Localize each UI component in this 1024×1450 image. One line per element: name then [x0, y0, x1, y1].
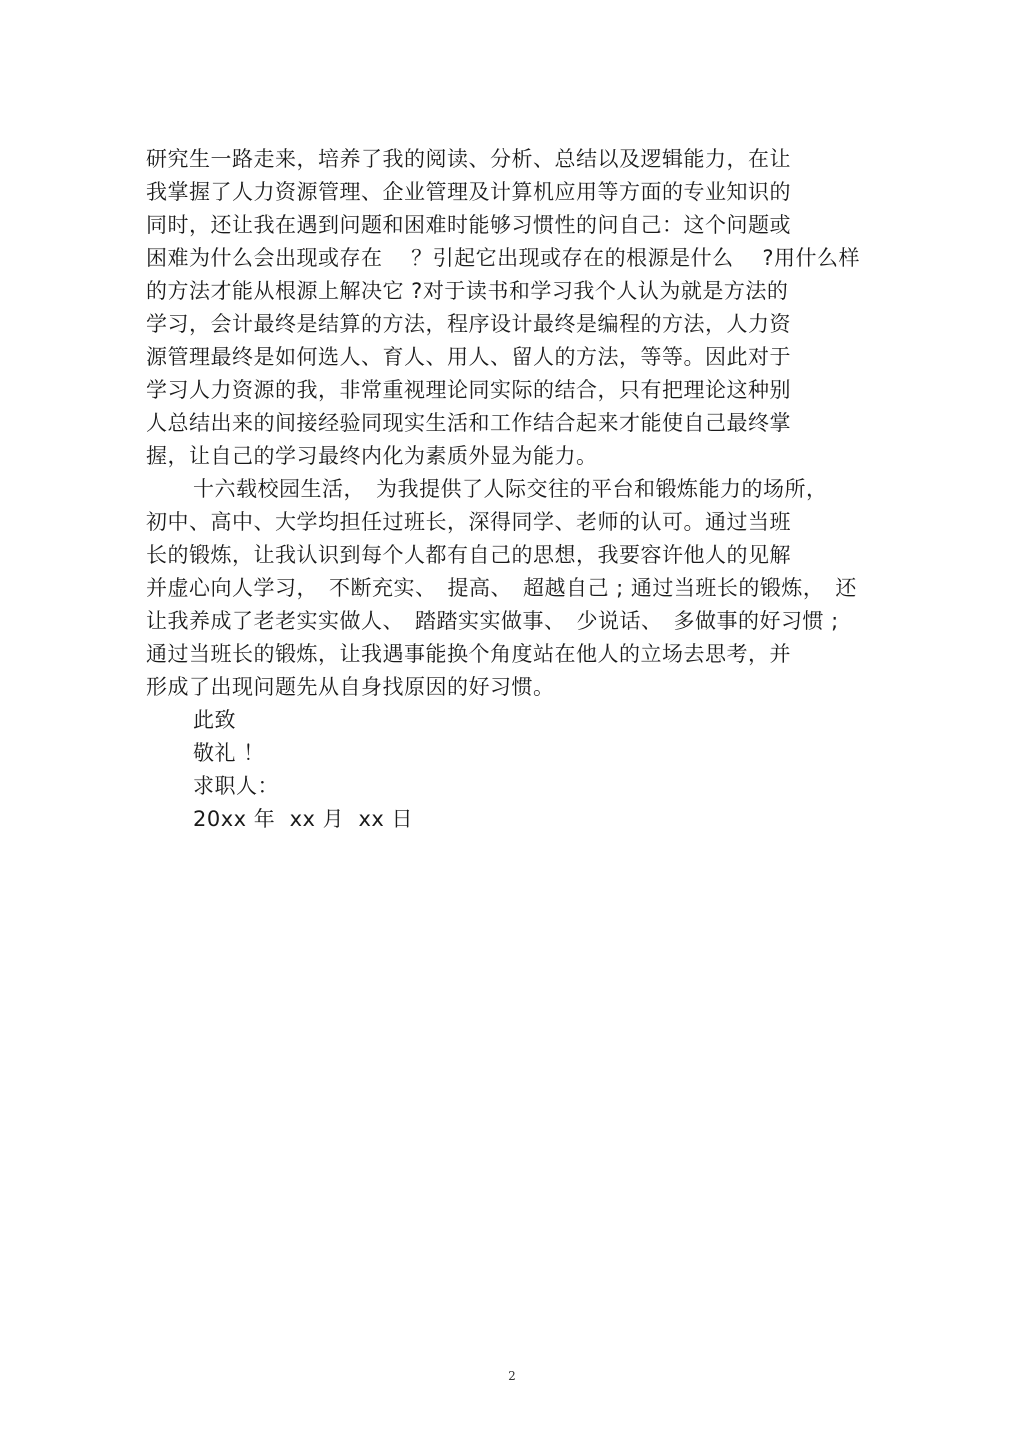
text-line: 人总结出来的间接经验同现实生活和工作结合起来才能使自己最终掌	[146, 411, 791, 435]
applicant-label: 求职人：	[193, 774, 279, 798]
text-line: 十六载校园生活， 为我提供了人际交往的平台和锻炼能力的场所，	[193, 477, 828, 501]
regards: 敬礼 ！	[193, 741, 265, 765]
text-line: 形成了出现问题先从自身找原因的好习惯。	[146, 675, 555, 699]
text-line: 学习，会计最终是结算的方法，程序设计最终是编程的方法，人力资	[146, 312, 791, 336]
date: 20xx 年 xx 月 xx 日	[193, 807, 414, 831]
text-line: 研究生一路走来，培养了我的阅读、分析、总结以及逻辑能力，在让	[146, 147, 791, 171]
text-line: 并虚心向人学习， 不断充实、 提高、 超越自己 ; 通过当班长的锻炼， 还	[146, 576, 857, 600]
text-line: 源管理最终是如何选人、育人、用人、留人的方法，等等。因此对于	[146, 345, 791, 369]
text-line: 同时，还让我在遇到问题和困难时能够习惯性的问自己：这个问题或	[146, 213, 791, 237]
text-line: 握，让自己的学习最终内化为素质外显为能力。	[146, 444, 598, 468]
text-line: 通过当班长的锻炼，让我遇事能换个角度站在他人的立场去思考，并	[146, 642, 791, 666]
text-line: 初中、高中、大学均担任过班长，深得同学、老师的认可。通过当班	[146, 510, 791, 534]
salutation: 此致	[193, 708, 236, 732]
text-line: 学习人力资源的我，非常重视理论同实际的结合，只有把理论这种别	[146, 378, 791, 402]
page-number: 2	[508, 1369, 516, 1383]
text-line: 的方法才能从根源上解决它 ?对于读书和学习我个人认为就是方法的	[146, 279, 789, 303]
text-line: 我掌握了人力资源管理、企业管理及计算机应用等方面的专业知识的	[146, 180, 791, 204]
text-line: 困难为什么会出现或存在 ？引起它出现或存在的根源是什么 ?用什么样	[146, 246, 860, 270]
text-line: 长的锻炼，让我认识到每个人都有自己的思想，我要容许他人的见解	[146, 543, 791, 567]
text-line: 让我养成了老老实实做人、 踏踏实实做事、 少说话、 多做事的好习惯 ;	[146, 609, 839, 633]
